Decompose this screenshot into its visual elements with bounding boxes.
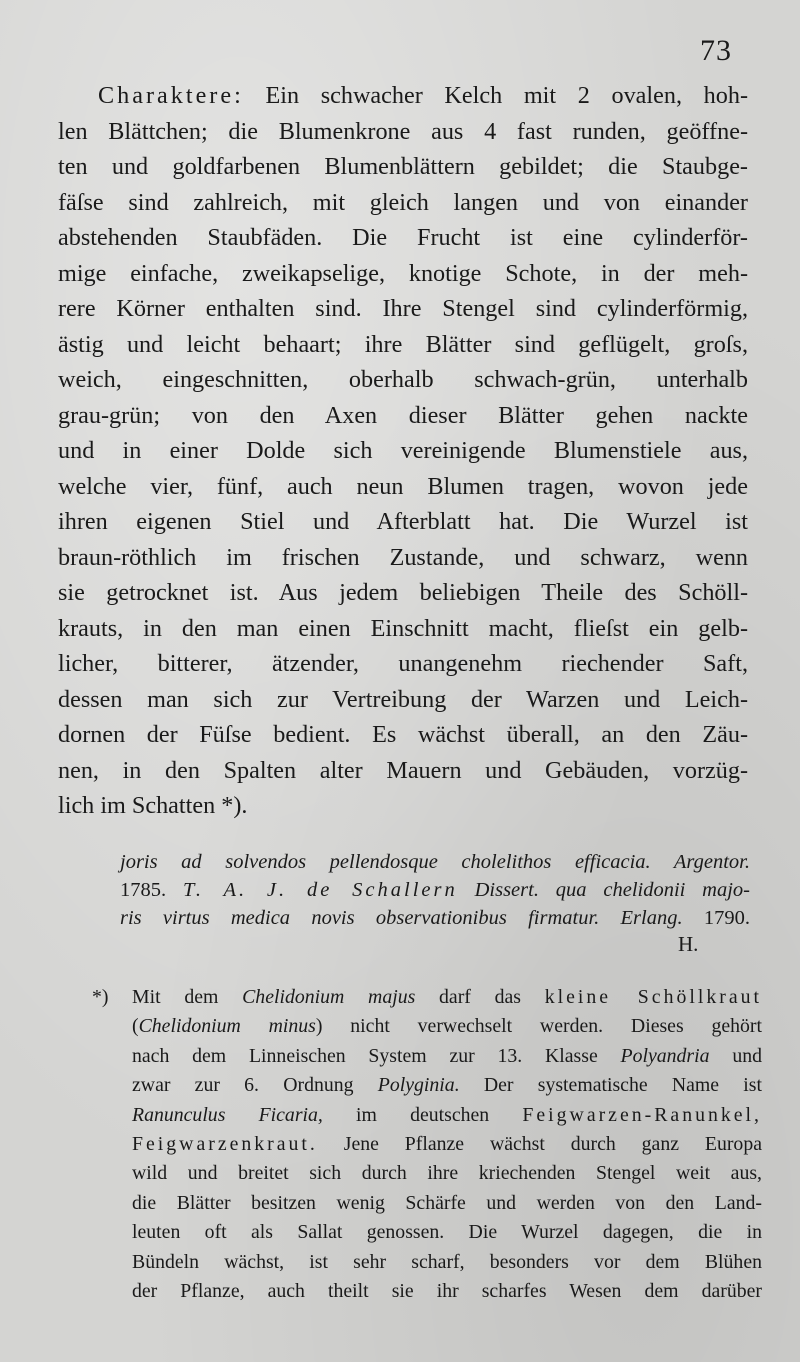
footnote-line xyxy=(132,1189,762,1218)
text-line: welche vier, fünf, auch neun Blumen tragen, wovon jede xyxy=(58,472,748,500)
footnote-line xyxy=(132,1071,762,1100)
citation-line: ris virtus medica novis observationibus firmatur. Erlang. 1790. xyxy=(120,907,750,929)
footnote-line xyxy=(132,983,762,1012)
section-lead: Charaktere: xyxy=(98,82,244,109)
footnote-run: leuten oft als Sallat genossen. Die Wurzel dagegen, die in xyxy=(132,1221,762,1244)
footnote-line xyxy=(132,1130,762,1159)
text-line: und in einer Dolde sich vereinigende Blumenstiele aus, xyxy=(58,437,748,464)
footnote-run: Chelidonium majus xyxy=(242,986,416,1008)
footnote-run: der Pflanze, auch theilt sie ihr scharfes Wesen dem darüber xyxy=(132,1280,762,1303)
footnote xyxy=(92,983,762,1306)
footnote-run: Bündeln wächst, ist sehr scharf, besonders vor dem Blühen xyxy=(132,1250,762,1273)
text-line: grau-grün; von den Axen dieser Blätter gehen nackte xyxy=(58,401,748,429)
text-line: ihren eigenen Stiel und Afterblatt hat. Die Wurzel ist xyxy=(58,508,748,535)
text-line: ten und goldfarbenen Blumenblättern gebildet; die Staubge- xyxy=(58,153,748,180)
citation-continuation xyxy=(120,848,750,932)
text-line: fäſse sind zahlreich, mit gleich langen und von einander xyxy=(58,188,748,216)
footnote-run: nach dem Linneischen System zur 13. Klasse xyxy=(132,1044,621,1067)
text-line: sie getrocknet ist. Aus jedem beliebigen Theile des Schöll- xyxy=(58,579,748,606)
footnote-run: ) nicht verwechselt werden. Dieses gehört xyxy=(315,1015,762,1038)
footnote-body xyxy=(92,983,762,1306)
text-line: rere Körner enthalten sind. Ihre Stengel sind cylinderförmig, xyxy=(58,295,748,322)
footnote-line xyxy=(132,1218,762,1247)
footnote-run: Feigwarzenkraut. xyxy=(132,1133,318,1156)
footnote-run: Polyginia. xyxy=(377,1074,460,1097)
text-line: dessen man sich zur Vertreibung der Warzen und Leich- xyxy=(58,685,748,713)
footnote-marker: *) xyxy=(92,986,109,1008)
footnote-run: kleine Schöllkraut xyxy=(544,986,762,1008)
footnote-run: zwar zur 6. Ordnung xyxy=(132,1074,378,1097)
footnote-run: Feigwarzen-Ranunkel, xyxy=(522,1103,762,1126)
footnote-line xyxy=(132,1101,762,1130)
text-line: krauts, in den man einen Einschnitt macht, flieſst ein gelb- xyxy=(58,614,748,642)
text-line: nen, in den Spalten alter Mauern und Gebäuden, vorzüg- xyxy=(58,756,748,784)
footnote-run: Ranunculus Ficaria, xyxy=(132,1103,323,1126)
footnote-run: Mit dem xyxy=(132,986,243,1008)
footnote-run: wild und breitet sich durch ihre kriechenden Stengel weit aus, xyxy=(132,1162,762,1185)
text-line: len Blättchen; die Blumenkrone aus 4 fast runden, geöffne- xyxy=(58,117,748,145)
author-initial: H. xyxy=(678,932,699,956)
footnote-run: und xyxy=(709,1044,762,1067)
text-line: braun-röthlich im frischen Zustande, und schwarz, wenn xyxy=(58,543,748,571)
text-line: mige einfache, zweikapselige, knotige Schote, in der meh- xyxy=(58,259,748,287)
text-line: ästig und leicht behaart; ihre Blätter sind geflügelt, groſs, xyxy=(58,330,748,358)
page-number: 73 xyxy=(700,34,732,67)
footnote-run: darf das xyxy=(415,986,545,1008)
text-line: weich, eingeschnitten, oberhalb schwach-grün, unterhalb xyxy=(58,366,748,393)
footnote-run: Chelidonium minus xyxy=(138,1015,316,1038)
footnote-run: Jene Pflanze wächst durch ganz Europa xyxy=(317,1133,762,1156)
text-line: Charaktere: Ein schwacher Kelch mit 2 ovalen, hoh- xyxy=(98,82,749,109)
footnote-line xyxy=(132,1012,762,1041)
footnote-run: im deutschen xyxy=(322,1103,523,1126)
citation-line: 1785. T. A. J. de Schallern Dissert. qua chelidonii majo- xyxy=(120,879,751,901)
citation-line: joris ad solvendos pellendosque cholelithos efficacia. Argentor. xyxy=(120,851,750,873)
footnote-line xyxy=(132,1042,762,1071)
citation-author: T. A. J. de Schallern xyxy=(182,879,458,901)
text-line: lich im Schatten *). xyxy=(58,792,248,819)
text-line: dornen der Füſse bedient. Es wächst überall, an den Zäu- xyxy=(58,721,748,748)
footnote-run: die Blätter besitzen wenig Schärfe und werden von den Land- xyxy=(132,1191,762,1214)
footnote-line xyxy=(132,1159,762,1188)
main-paragraph xyxy=(58,78,748,824)
text-line: abstehenden Staubfäden. Die Frucht ist eine cylinderför- xyxy=(58,224,748,251)
footnote-run: Der systematische Name ist xyxy=(459,1074,762,1097)
text-line: licher, bitterer, ätzender, unangenehm riechender Saft, xyxy=(58,650,748,677)
footnote-run: Polyandria xyxy=(620,1044,710,1067)
footnote-line xyxy=(132,1248,762,1277)
footnote-line xyxy=(132,1277,762,1306)
footnote-run: ( xyxy=(132,1015,139,1038)
